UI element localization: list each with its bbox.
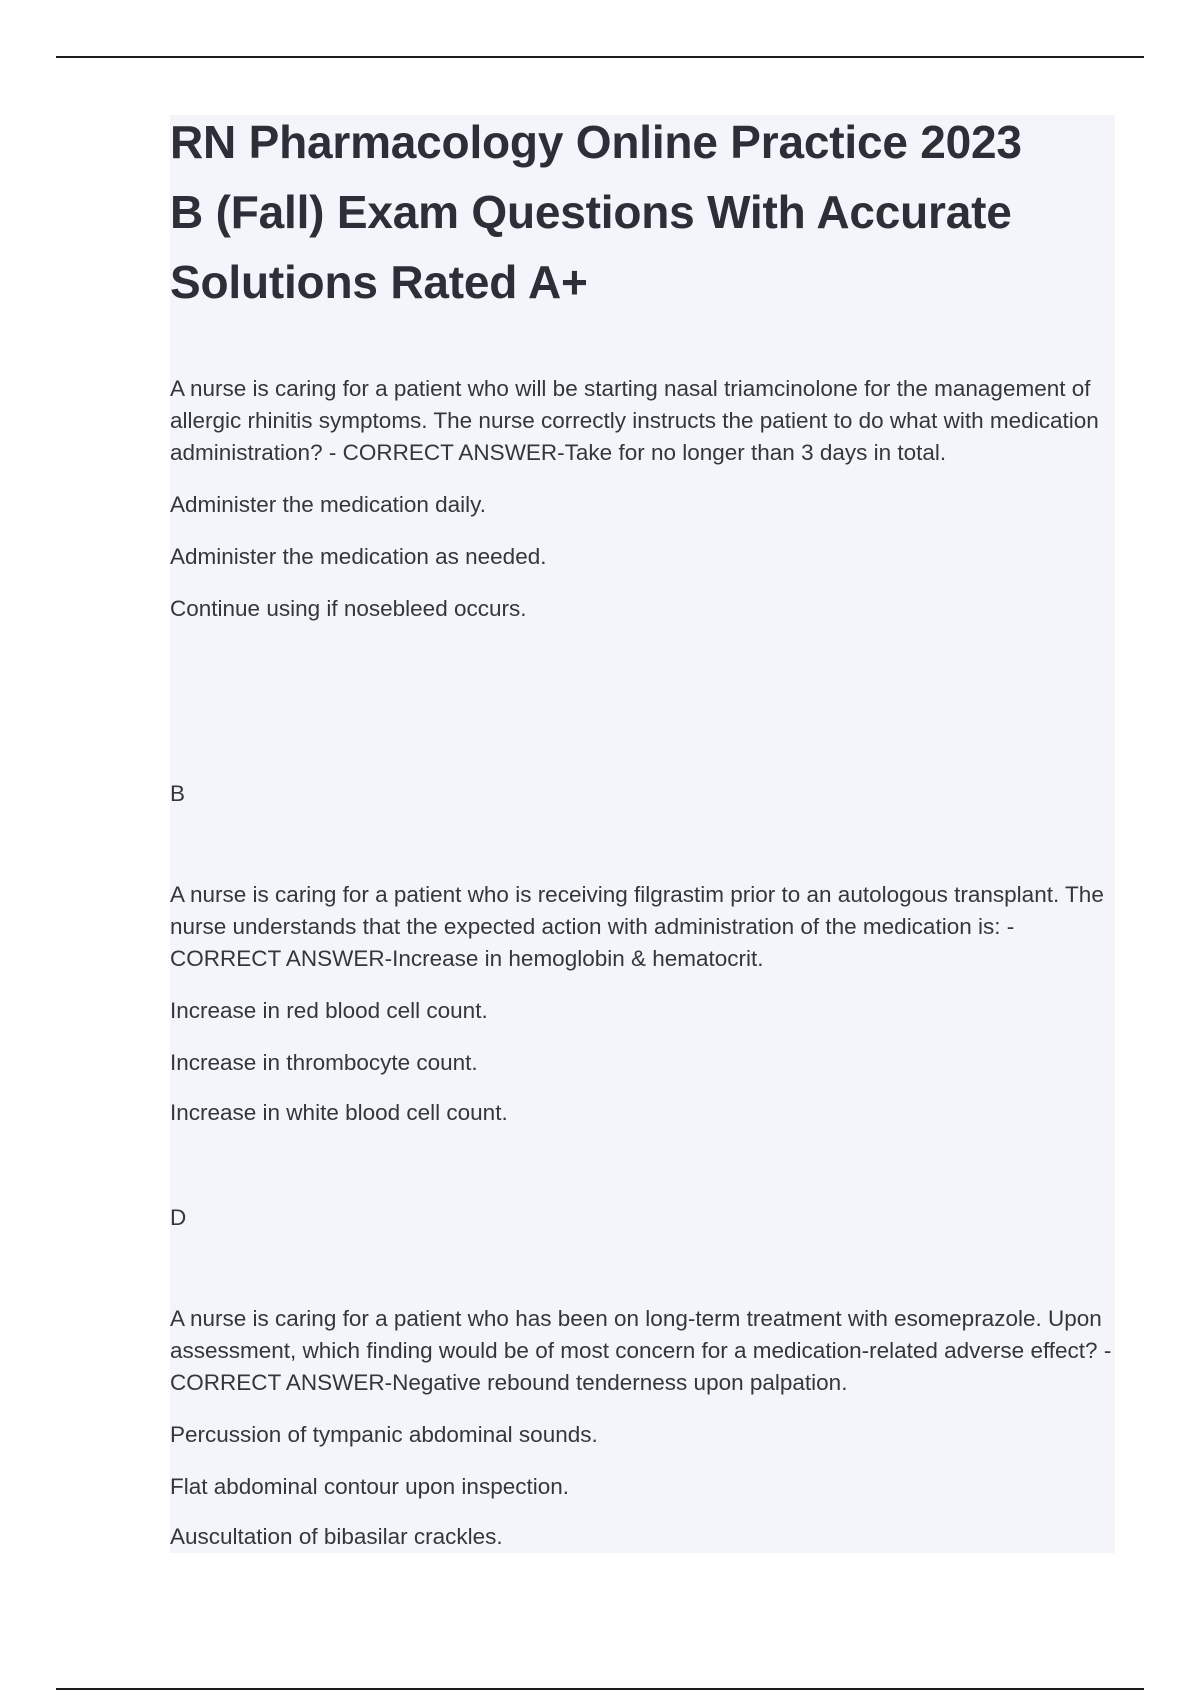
answer-letter-2: D — [170, 1205, 187, 1230]
question-1-option-2: Administer the medication as needed. — [170, 544, 547, 569]
title-line-1: RN Pharmacology Online Practice 2023 — [170, 116, 1022, 168]
question-2-option-3: Increase in white blood cell count. — [170, 1100, 508, 1125]
question-1-option-3: Continue using if nosebleed occurs. — [170, 596, 527, 621]
question-block-2 — [170, 879, 1115, 1129]
answer-letter-1: B — [170, 781, 186, 806]
title-line-3: Solutions Rated A+ — [170, 256, 588, 308]
document-title — [170, 107, 1115, 317]
question-1-option-1: Administer the medication daily. — [170, 492, 486, 517]
question-3-option-1: Percussion of tympanic abdominal sounds. — [170, 1422, 598, 1447]
question-3-option-3: Auscultation of bibasilar crackles. — [170, 1524, 503, 1549]
question-2-option-1: Increase in red blood cell count. — [170, 998, 488, 1023]
question-text-1: A nurse is caring for a patient who will be starting nasal triamcinolone for the management of allergic rhinitis symptoms. The nurse correctly instructs the patient to do what with medication administration? - CORRECT ANSWER-Take for no longer than 3 days in total. — [170, 376, 1099, 465]
question-text-2: A nurse is caring for a patient who is receiving filgrastim prior to an autologous transplant. The nurse understands that the expected action with administration of the medication is: - CORRECT ANSWER-Increase in hemoglobin & hematocrit. — [170, 882, 1104, 971]
question-3-option-2: Flat abdominal contour upon inspection. — [170, 1474, 570, 1499]
top-divider — [56, 56, 1144, 58]
question-2-option-2: Increase in thrombocyte count. — [170, 1050, 478, 1075]
title-line-2: B (Fall) Exam Questions With Accurate — [170, 186, 1012, 238]
document-content — [170, 115, 1115, 1553]
question-block-1 — [170, 373, 1115, 625]
bottom-divider — [56, 1688, 1144, 1690]
question-text-3: A nurse is caring for a patient who has been on long-term treatment with esomeprazole. Upon assessment, which finding would be of most concern for a medication-related adverse effect? - CORRECT ANSWER-Negative rebound tenderness upon palpation. — [170, 1306, 1112, 1395]
question-block-3 — [170, 1303, 1115, 1553]
